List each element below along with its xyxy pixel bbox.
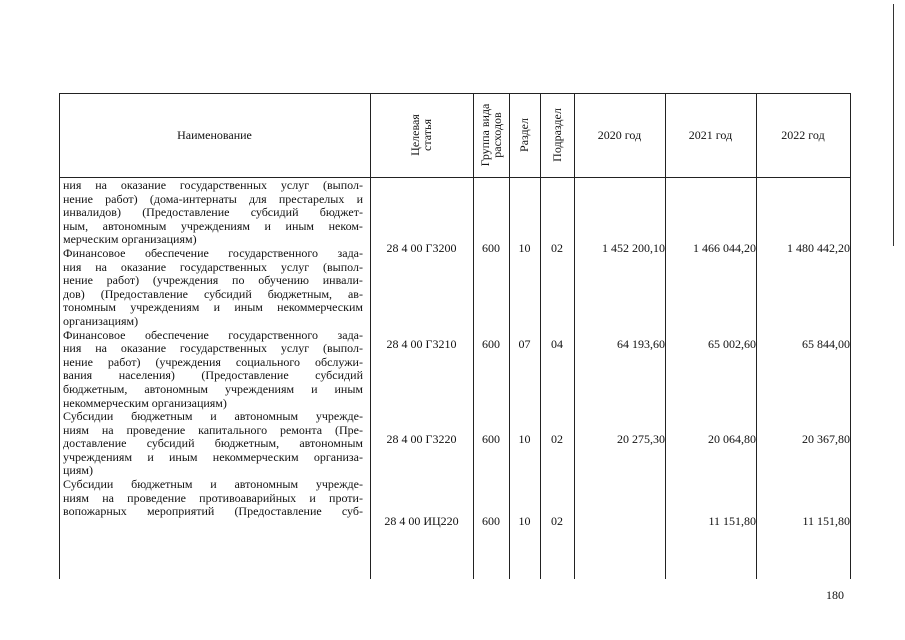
row-4-section: 10 [518,514,531,528]
name-text-line: ниям на проведение противоаварийных и проти- [63,490,363,505]
name-text-line: Субсидии бюджетным и автономным учрежде- [63,409,363,424]
name-text-line: доставление субсидий бюджетным, автономным [63,436,363,451]
row-3-subsection: 02 [551,432,563,446]
header-year-2020: 2020 год [597,128,642,142]
name-text-line: мерческим организациям) [63,232,197,247]
budget-table [59,93,851,579]
name-text-line: Финансовое обеспечение государственного зада- [63,245,363,260]
table-border-right [850,93,851,579]
row-2-group: 600 [482,337,500,351]
row-3-2022: 20 367,80 [802,432,850,446]
table-border-left [59,93,60,579]
row-3-section: 10 [518,432,531,446]
column-divider [540,93,541,579]
column-divider [574,93,575,579]
row-4-subsection: 02 [551,514,563,528]
name-text-line: ния на оказание государственных услуг (выпол- [63,341,363,356]
header-name: Наименование [177,128,252,142]
row-1-subsection: 02 [551,241,563,255]
column-divider [756,93,757,579]
column-divider [473,93,474,579]
header-year-2022: 2022 год [781,128,825,142]
row-1-group: 600 [482,241,500,255]
header-divider [59,177,851,178]
row-2-2022: 65 844,00 [802,337,850,351]
name-text-line: нение работ) (учреждения социального обслужи- [63,354,363,369]
header-section: Раздел [517,118,531,152]
page-number: 180 [826,588,844,602]
name-text-line: ния на оказание государственных услуг (выпол- [63,178,363,192]
row-2-target: 28 4 00 Г3210 [386,337,457,351]
row-1-2020: 1 452 200,10 [602,241,665,255]
name-text-line: Финансовое обеспечение государственного зада- [63,327,363,342]
header-year-2021: 2021 год [688,128,733,142]
row-3-2021: 20 064,80 [708,432,756,446]
name-text-line: циям) [63,463,93,478]
name-text-line: Субсидии бюджетным и автономным учрежде- [63,477,363,492]
row-2-2020: 64 193,60 [617,337,665,351]
header-subsection: Подраздел [550,108,564,162]
row-3-group: 600 [482,432,500,446]
name-column [63,179,363,519]
row-4-target: 28 4 00 ИЦ220 [384,514,459,528]
name-text-line: вопожарных мероприятий (Предоставление суб- [63,504,363,519]
row-1-target: 28 4 00 Г3200 [386,241,457,255]
row-1-section: 10 [518,241,531,255]
margin-rule [893,4,894,246]
name-text-line: нение работ) (учреждения по обучению инвали- [63,273,363,288]
name-text-line: организациям) [63,313,139,328]
row-4-2021: 11 151,80 [708,514,756,528]
row-3-2020: 20 275,30 [617,432,665,446]
name-text-line: ниям на проведение капитального ремонта (Пре- [63,422,363,437]
column-divider [509,93,510,579]
header-target: Целевая статья [408,114,434,156]
row-4-group: 600 [482,514,500,528]
name-text-line: вания населения) (Предоставление субсидий [63,368,363,383]
name-text-line: дов) (Предоставление субсидий бюджетным, ав- [63,286,363,301]
column-divider [370,93,371,579]
name-text-line: тономным учреждениям и иным некоммерческим [63,300,363,315]
row-1-2022: 1 480 442,20 [787,241,850,255]
name-text-line: ния на оказание государственных услуг (выпол- [63,259,363,274]
table-border-top [59,93,851,94]
name-text-line: нение работ) (дома-интернаты для престарелых и [63,191,363,206]
name-text-line: учреждениям и иным некоммерческим организа- [63,449,363,464]
row-2-2021: 65 002,60 [708,337,756,351]
name-text-line: некоммерческим организациям) [63,395,227,410]
name-text-line: бюджетным, автономным учреждениям и иным [63,381,363,396]
name-text-line: ным, автономным учреждениям и иным неком- [63,218,363,233]
row-2-subsection: 04 [551,337,563,351]
name-text-line: инвалидов) (Предоставление субсидий бюджет- [63,205,363,220]
row-4-2022: 11 151,80 [802,514,850,528]
row-1-2021: 1 466 044,20 [693,241,756,255]
row-2-section: 07 [518,337,531,351]
header-expense-group: Группа вида расходов [478,103,504,167]
row-3-target: 28 4 00 Г3220 [386,432,457,446]
column-divider [665,93,666,579]
